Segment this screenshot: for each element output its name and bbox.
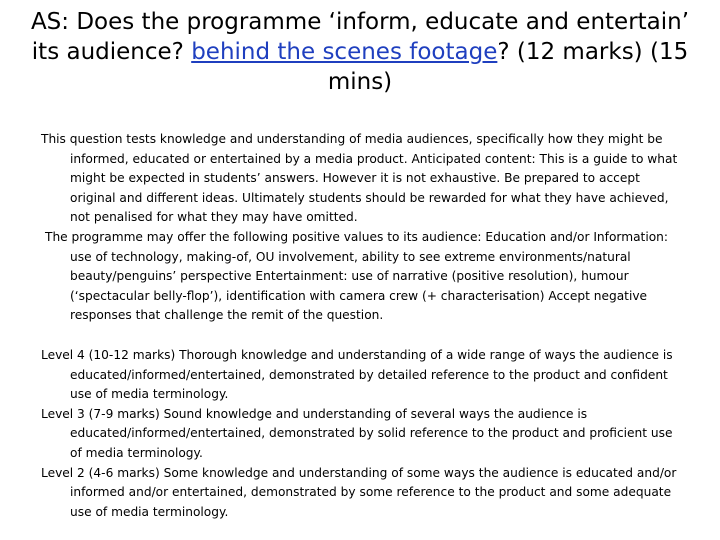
paragraph-spacer (41, 326, 681, 346)
title-text-end: ? (12 marks) (15 mins) (327, 39, 689, 95)
question-description-paragraph: This question tests knowledge and understanding of media audiences, specifically how they might be informed, educated or entertained by a media product. Anticipated content: This is a guide to what might be expected in students’ answers. However it is not exhaustive. Be prepared to accept original and different ideas. Ultimately students should be rewarded for what they have achieved, not penalised for what they may have omitted. (41, 132, 678, 225)
slide-body (41, 130, 681, 522)
level-4-paragraph: Level 4 (10-12 marks) Thorough knowledge and understanding of a wide range of ways the audience is educated/informed/entertained, demonstrated by detailed reference to the product and confident use of media terminology. (41, 347, 673, 402)
slide-title (30, 7, 690, 97)
title-text-start: AS: Does the programme ‘inform, educate and entertain’ its audience? (30, 9, 690, 65)
level-3-paragraph: Level 3 (7-9 marks) Sound knowledge and understanding of several ways the audience is educated/informed/entertained, demonstrated by solid reference to the product and proficient use of media terminology. (41, 406, 673, 460)
level-2-paragraph: Level 2 (4-6 marks) Some knowledge and understanding of some ways the audience is educated and/or informed and/or entertained, demonstrated by some reference to the product and some adequate use of media terminology. (41, 465, 677, 519)
behind-the-scenes-link[interactable]: behind the scenes footage (191, 39, 498, 65)
positive-values-paragraph: The programme may offer the following positive values to its audience: Education and/or Information: use of technology, making-of, OU involvement, ability to see extreme environments/natural beauty/penguins’ perspective Entertainment: use of narrative (positive resolution), humour (‘spectacular belly-flop’), identification with camera crew (+ characterisation) Accept negative responses that challenge the remit of the question. (45, 229, 668, 323)
